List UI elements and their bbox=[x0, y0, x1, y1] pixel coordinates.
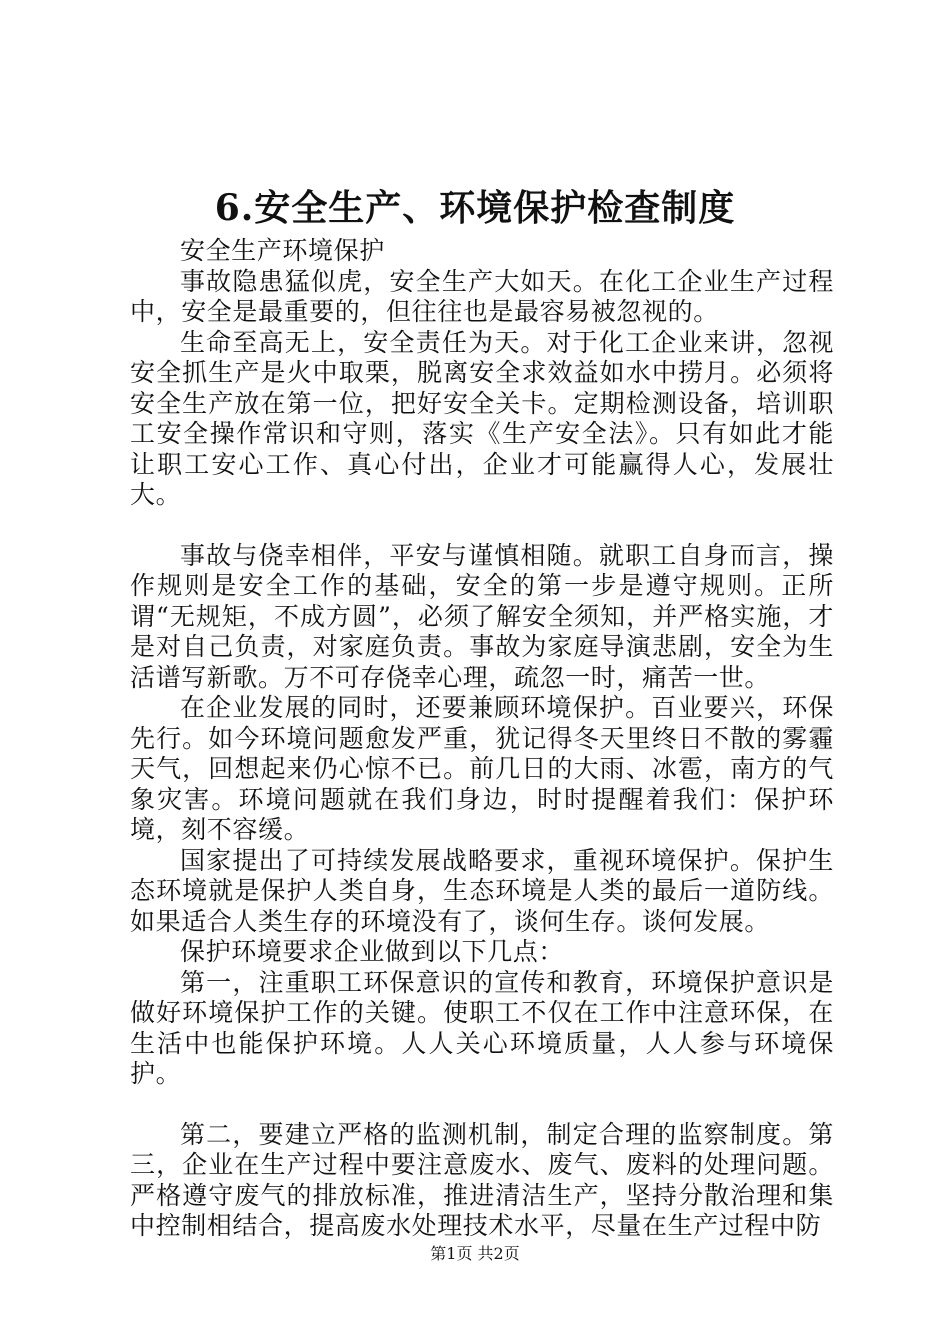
paragraph-heading: 安全生产环境保护 bbox=[180, 236, 385, 265]
paragraph: 事故隐患猛似虎，安全生产大如天。在化工企业生产过程中，安全是最重要的，但往往也是最容易被忽视的。 bbox=[130, 266, 834, 326]
paragraph: 第一，注重职工环保意识的宣传和教育，环境保护意识是做好环境保护工作的关键。使职工不仅在工作中注意环保，在生活中也能保护环境。人人关心环境质量，人人参与环境保护。 bbox=[130, 967, 834, 1088]
paragraph: 事故与侥幸相伴，平安与谨慎相随。就职工自身而言，操作规则是安全工作的基础，安全的第一步是遵守规则。正所谓“无规矩，不成方圆”，必须了解安全须知，并严格实施，才是对自己负责，对家庭负责。事故为家庭导演悲剧，安全为生活谱写新歌。万不可存侥幸心理，疏忽一时，痛苦一世。 bbox=[130, 540, 834, 692]
document-body bbox=[130, 236, 834, 1242]
page-title: 6.安全生产、环境保护检查制度 bbox=[214, 187, 736, 229]
page-footer: 第1页 共2页 bbox=[430, 1244, 520, 1263]
paragraph: 第二，要建立严格的监测机制，制定合理的监察制度。第三，企业在生产过程中要注意废水、废气、废料的处理问题。严格遵守废气的排放标准，推进清洁生产，坚持分散治理和集中控制相结合，提高废水处理技术水平，尽量在生产过程中防 bbox=[130, 1119, 834, 1240]
paragraph: 保护环境要求企业做到以下几点： bbox=[180, 937, 565, 966]
paragraph: 国家提出了可持续发展战略要求，重视环境保护。保护生态环境就是保护人类自身，生态环境是人类的最后一道防线。如果适合人类生存的环境没有了，谈何生存。谈何发展。 bbox=[130, 845, 834, 936]
paragraph: 在企业发展的同时，还要兼顾环境保护。百业要兴，环保先行。如今环境问题愈发严重，犹记得冬天里终日不散的雾霾天气，回想起来仍心惊不已。前几日的大雨、冰雹，南方的气象灾害。环境问题就在我们身边，时时提醒着我们：保护环境，刻不容缓。 bbox=[130, 693, 834, 844]
paragraph: 生命至高无上，安全责任为天。对于化工企业来讲，忽视安全抓生产是火中取栗，脱离安全求效益如水中捞月。必须将安全生产放在第一位，把好安全关卡。定期检测设备，培训职工安全操作常识和守则，落实《生产安全法》。只有如此才能让职工安心工作、真心付出，企业才可能赢得人心，发展壮大。 bbox=[130, 327, 834, 509]
